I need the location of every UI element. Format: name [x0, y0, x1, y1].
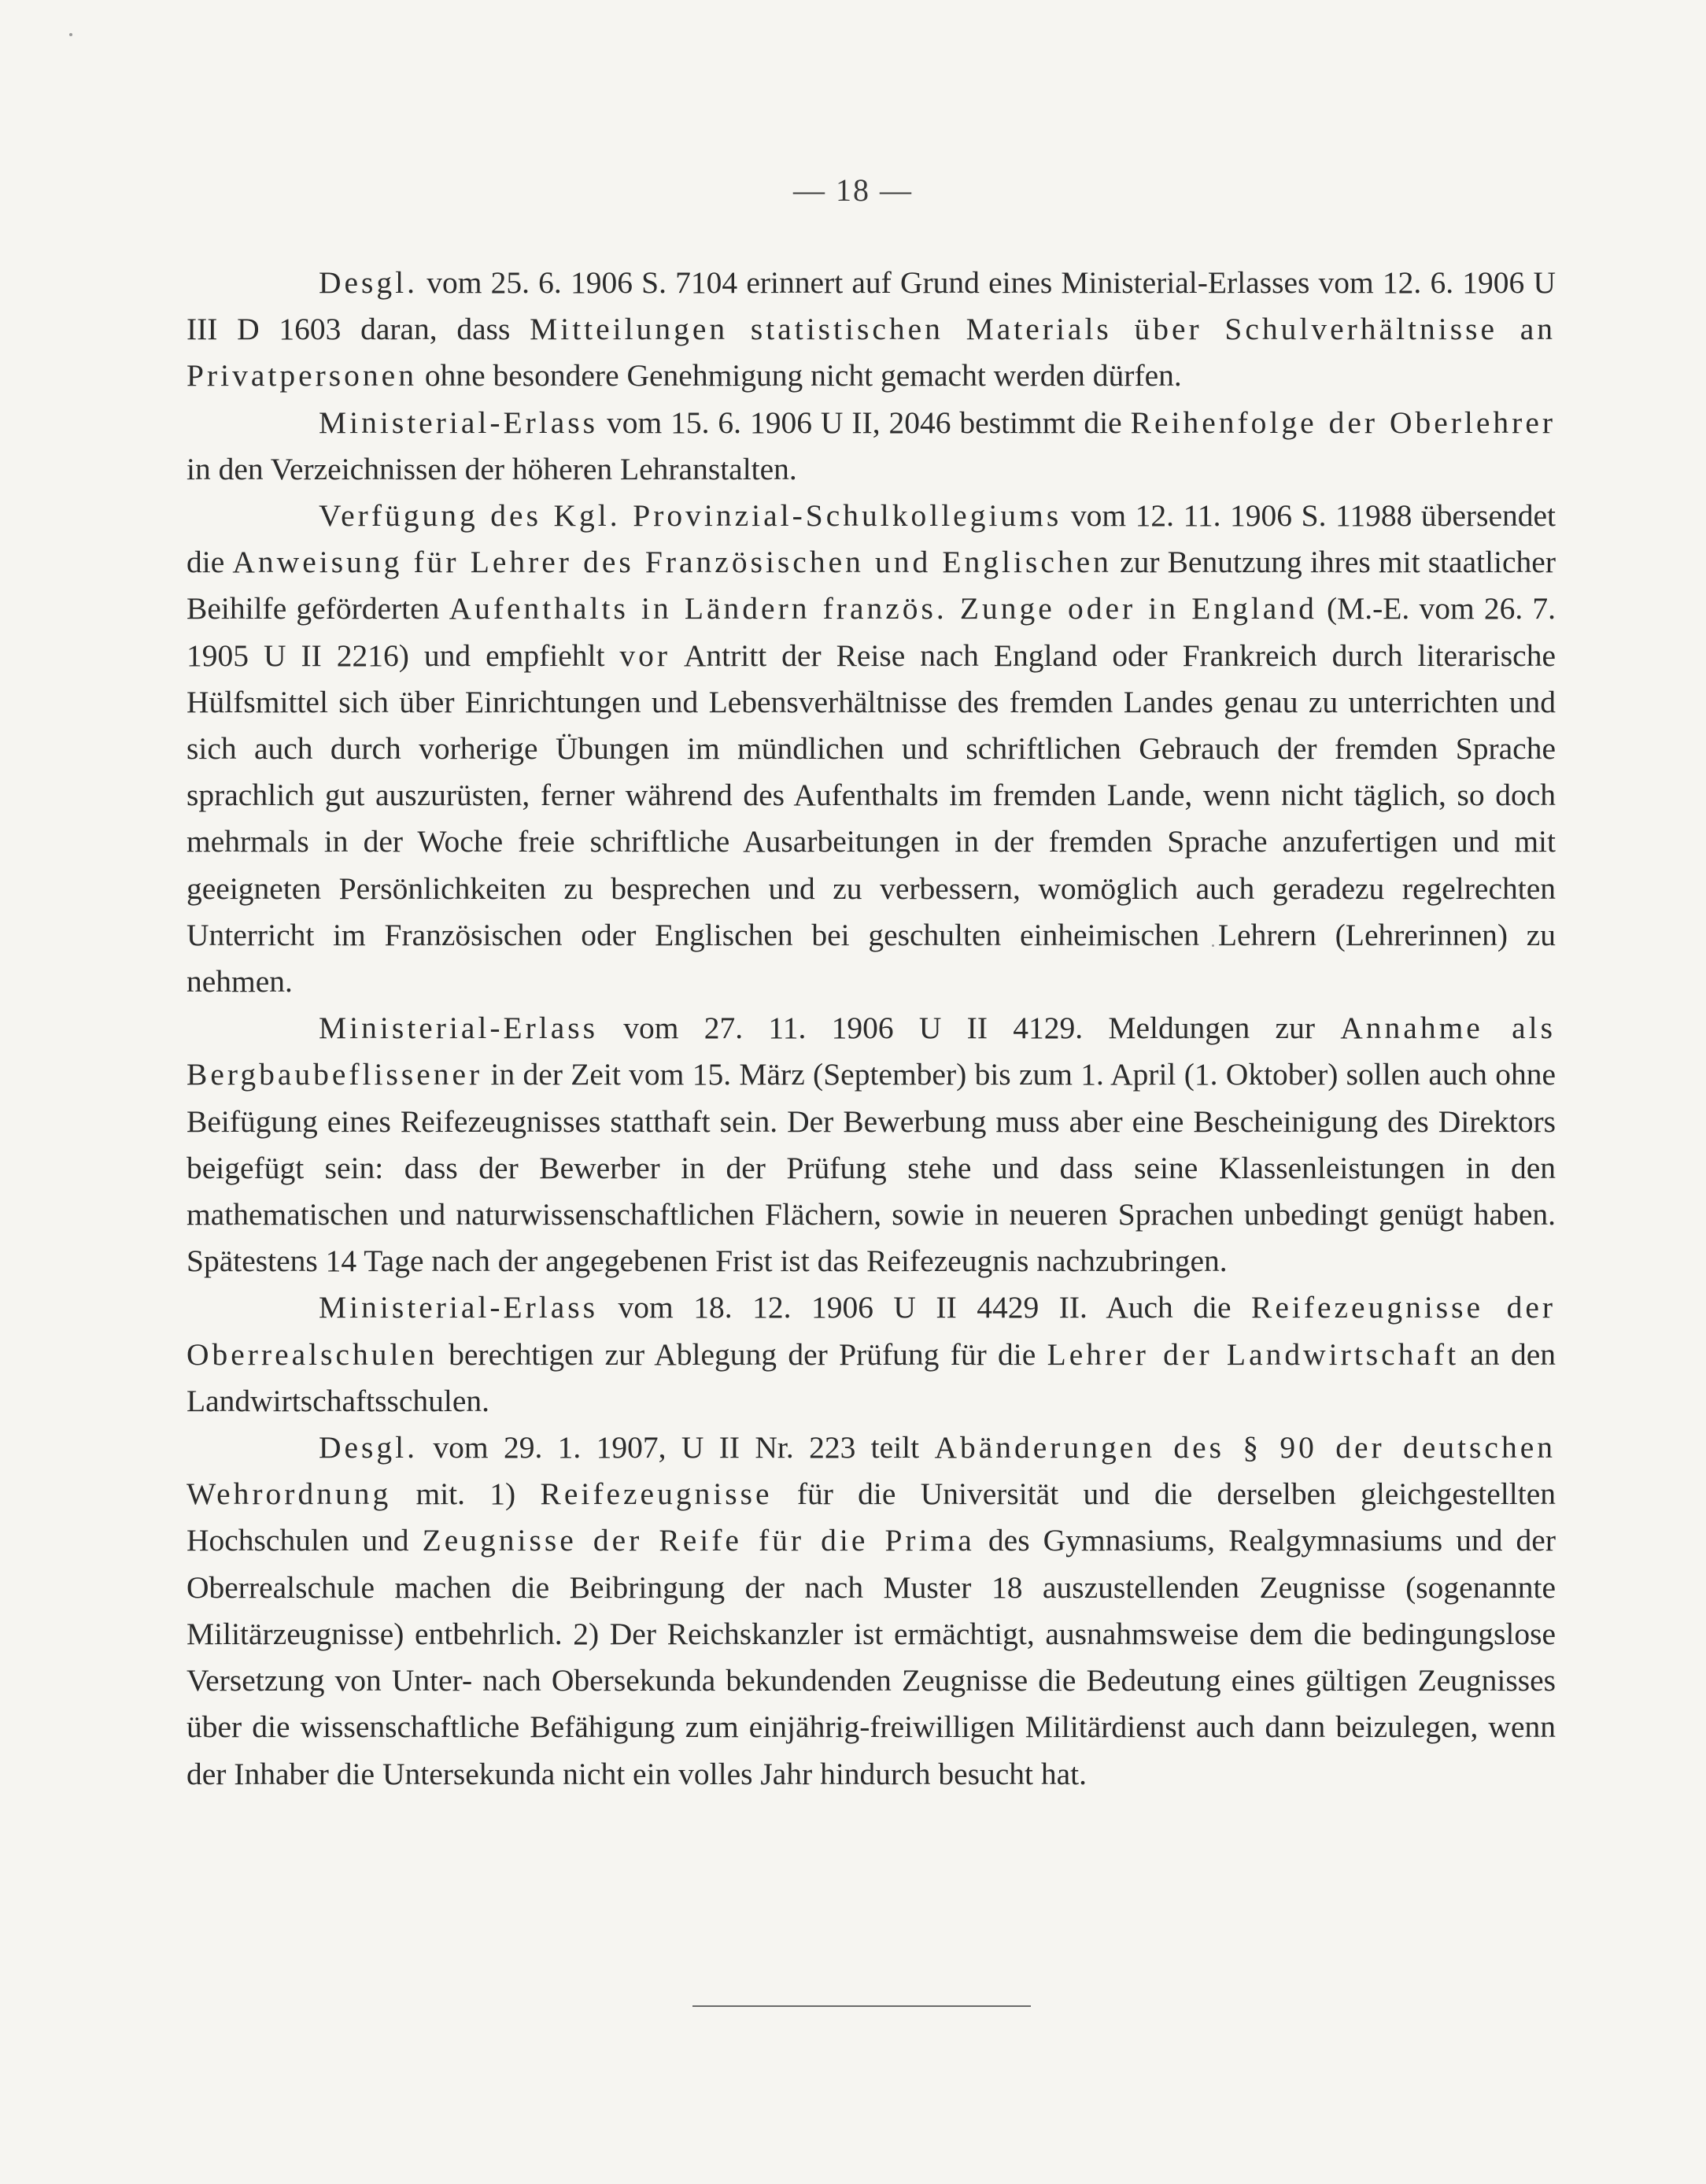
spaced-emphasis-text: Annahme als Bergbaubeflissener [186, 1011, 1556, 1092]
paragraph [186, 1425, 1556, 1798]
spaced-emphasis-text: Anweisung für Lehrer des Französischen und Englischen [232, 545, 1112, 580]
text-run: vom 25. 6. 1906 S. 7104 erinnert auf Grund eines Ministerial-Erlasses vom 12. 6. 1906 U III D 1603 daran, dass [186, 265, 1556, 347]
spaced-emphasis-text: Ministerial-Erlass [319, 1290, 599, 1325]
paragraph [186, 1005, 1556, 1284]
text-run: vom 27. 11. 1906 U II 4129. Meldungen zur [598, 1011, 1341, 1046]
text-run: für die Universität und die derselben gleichgestellten Hochschulen und [186, 1476, 1556, 1558]
page-number: — 18 — [793, 172, 913, 208]
spaced-emphasis-text: Verfügung des Kgl. Provinzial-Schulkollegiums [319, 498, 1062, 534]
end-rule [692, 2005, 1031, 2007]
spaced-emphasis-text: Mitteilungen statistischen Materials über Schulverhältnisse an Privatpersonen [186, 312, 1556, 394]
spaced-emphasis-text: vor [619, 637, 671, 673]
text-run: Antritt der Reise nach England oder Frankreich durch literarische Hülfsmittel sich über Einrichtungen und Lebensverhältnisse des fremden Landes genau zu unterrichten und sich auch durch vorherige Übungen im mündlichen und schriftlichen Gebrauch der fremden Sprache sprachlich gut auszurüsten, ferner während des Aufenthalts im fremden Lande, wenn nicht täglich, so doch mehrmals in der Woche freie schriftliche Ausarbeitungen in der fremden Sprache anzufertigen und mit geeigneten Persönlichkeiten zu besprechen und zu verbessern, womöglich auch geradezu regelrechten Unterricht im Französischen oder Englischen bei geschulten einheimischen Lehrern (Lehrerinnen) zu nehmen. [186, 637, 1556, 1000]
spaced-emphasis-text: Reihenfolge der Oberlehrer [1130, 405, 1556, 440]
text-run: vom 12. 11. 1906 S. 11988 übersendet die [186, 498, 1556, 580]
text-run: des Gymnasiums, Realgymnasiums und der Oberrealschule machen die Beibringung der nach Muster 18 auszustellenden Zeugnisse (sogenannte Militärzeugnisse) entbehrlich. 2) Der Reichskanzler ist ermächtigt, ausnahmsweise dem die bedingungslose Versetzung von Unter- nach Obersekunda bekundenden Zeugnisse die Bedeutung eines gültigen Zeugnisses über die wissenschaftliche Befähigung zum einjährig-freiwilligen Militärdienst auch dann beizulegen, wenn der Inhaber die Untersekunda nicht ein volles Jahr hindurch besucht hat. [186, 1523, 1556, 1791]
spaced-emphasis-text: Desgl. [319, 265, 419, 300]
paragraph [186, 260, 1556, 400]
text-run: mit. 1) [391, 1476, 541, 1512]
text-run: vom 18. 12. 1906 U II 4429 II. Auch die [598, 1290, 1251, 1325]
spaced-emphasis-text: Abänderungen des § 90 der deutschen Wehrordnung [186, 1430, 1556, 1512]
paragraph [186, 1284, 1556, 1425]
spaced-emphasis-text: Reifezeugnisse der Oberrealschulen [186, 1290, 1556, 1372]
spaced-emphasis-text: Ministerial-Erlass [319, 1011, 599, 1046]
spaced-emphasis-text: Zeugnisse der Reife für die Prima [422, 1523, 975, 1558]
paper-speck [69, 33, 72, 36]
text-run: berechtigen zur Ablegung der Prüfung für die [437, 1336, 1047, 1372]
body-text [186, 260, 1556, 1798]
text-run: vom 29. 1. 1907, U II Nr. 223 teilt [418, 1430, 935, 1465]
spaced-emphasis-text: Aufenthalts in Ländern französ. Zunge oder in England [449, 591, 1317, 626]
text-run: ohne besondere Genehmigung nicht gemacht werden dürfen. [416, 358, 1182, 394]
text-run: in den Verzeichnissen der höheren Lehranstalten. [186, 451, 797, 486]
text-run: (M.-E. vom 26. 7. 1905 U II 2216) und empfiehlt [186, 591, 1556, 673]
text-run: in der Zeit vom 15. März (September) bis zum 1. April (1. Oktober) sollen auch ohne Beifügung eines Reifezeugnisses statthaft sein. Der Bewerbung muss aber eine Bescheinigung des Direktors beigefügt sein: dass der Bewerber in der Prüfung stehe und dass seine Klassenleistungen in den mathematischen und naturwissenschaftlichen Flächern, sowie in neueren Sprachen unbedingt genügt haben. Spätestens 14 Tage nach der angegebenen Frist ist das Reifezeugnis nachzubringen. [186, 1057, 1556, 1279]
text-run: vom 15. 6. 1906 U II, 2046 bestimmt die [598, 405, 1131, 440]
spaced-emphasis-text: Lehrer der Landwirtschaft [1047, 1336, 1460, 1372]
spaced-emphasis-text: Ministerial-Erlass [319, 405, 599, 440]
spaced-emphasis-text: Reifezeugnisse [540, 1476, 773, 1512]
spaced-emphasis-text: Desgl. [319, 1430, 419, 1465]
paragraph [186, 493, 1556, 1005]
text-run: an den Landwirtschaftsschulen. [186, 1336, 1556, 1418]
text-run: zur Benutzung ihres mit staatlicher Beihilfe geförderten [186, 545, 1556, 626]
paragraph [186, 400, 1556, 493]
